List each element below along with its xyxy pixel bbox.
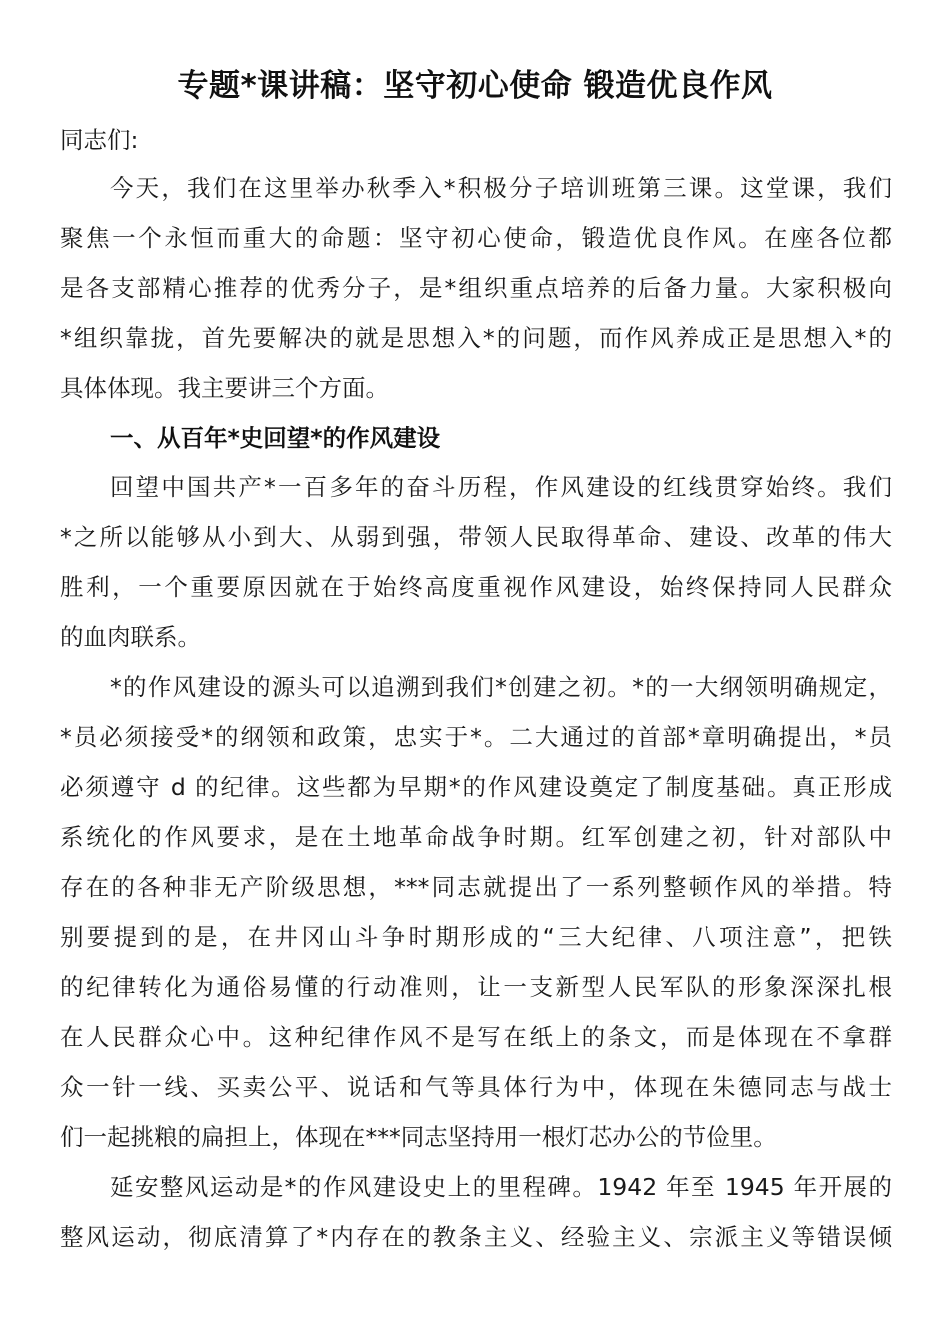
paragraph-line: 延安整风运动是*的作风建设史上的里程碑。1942 年至 1945 年开展的 bbox=[110, 1173, 892, 1201]
paragraph-line: *员必须接受*的纲领和政策，忠实于*。二大通过的首部*章明确提出，*员 bbox=[60, 723, 892, 751]
paragraph-line: 聚焦一个永恒而重大的命题：坚守初心使命，锻造优良作风。在座各位都 bbox=[60, 224, 892, 252]
paragraph-line: 整风运动，彻底清算了*内存在的教条主义、经验主义、宗派主义等错误倾 bbox=[60, 1223, 892, 1251]
paragraph-line: *组织靠拢，首先要解决的就是思想入*的问题，而作风养成正是思想入*的 bbox=[60, 324, 892, 352]
paragraph-line: *的作风建设的源头可以追溯到我们*创建之初。*的一大纲领明确规定， bbox=[110, 673, 892, 701]
paragraph-line: 必须遵守 d 的纪律。这些都为早期*的作风建设奠定了制度基础。真正形成 bbox=[60, 773, 892, 801]
paragraph-line: 的纪律转化为通俗易懂的行动准则，让一支新型人民军队的形象深深扎根 bbox=[60, 973, 892, 1001]
document-title: 专题*课讲稿：坚守初心使命 锻造优良作风 bbox=[177, 68, 773, 104]
paragraph-line: 别要提到的是，在井冈山斗争时期形成的“三大纪律、八项注意”，把铁 bbox=[60, 923, 892, 951]
paragraph-line: 在人民群众心中。这种纪律作风不是写在纸上的条文，而是体现在不拿群 bbox=[60, 1023, 892, 1051]
paragraph-line: 回望中国共产*一百多年的奋斗历程，作风建设的红线贯穿始终。我们 bbox=[110, 473, 892, 501]
paragraph-line: 胜利，一个重要原因就在于始终高度重视作风建设，始终保持同人民群众 bbox=[60, 573, 892, 601]
salutation: 同志们: bbox=[60, 126, 139, 154]
paragraph-line: 具体体现。我主要讲三个方面。 bbox=[60, 374, 389, 402]
paragraph-line: 的血肉联系。 bbox=[60, 623, 201, 651]
paragraph-line: 们一起挑粮的扁担上，体现在***同志坚持用一根灯芯办公的节俭里。 bbox=[60, 1123, 777, 1151]
paragraph-line: 今天，我们在这里举办秋季入*积极分子培训班第三课。这堂课，我们 bbox=[110, 174, 892, 202]
paragraph-line: 存在的各种非无产阶级思想，***同志就提出了一系列整顿作风的举措。特 bbox=[60, 873, 892, 901]
section-heading: 一、从百年*史回望*的作风建设 bbox=[110, 424, 441, 452]
paragraph-line: 众一针一线、买卖公平、说话和气等具体行为中，体现在朱德同志与战士 bbox=[60, 1073, 892, 1101]
paragraph-line: 是各支部精心推荐的优秀分子，是*组织重点培养的后备力量。大家积极向 bbox=[60, 274, 892, 302]
paragraph-line: 系统化的作风要求，是在土地革命战争时期。红军创建之初，针对部队中 bbox=[60, 823, 892, 851]
paragraph-line: *之所以能够从小到大、从弱到强，带领人民取得革命、建设、改革的伟大 bbox=[60, 523, 892, 551]
